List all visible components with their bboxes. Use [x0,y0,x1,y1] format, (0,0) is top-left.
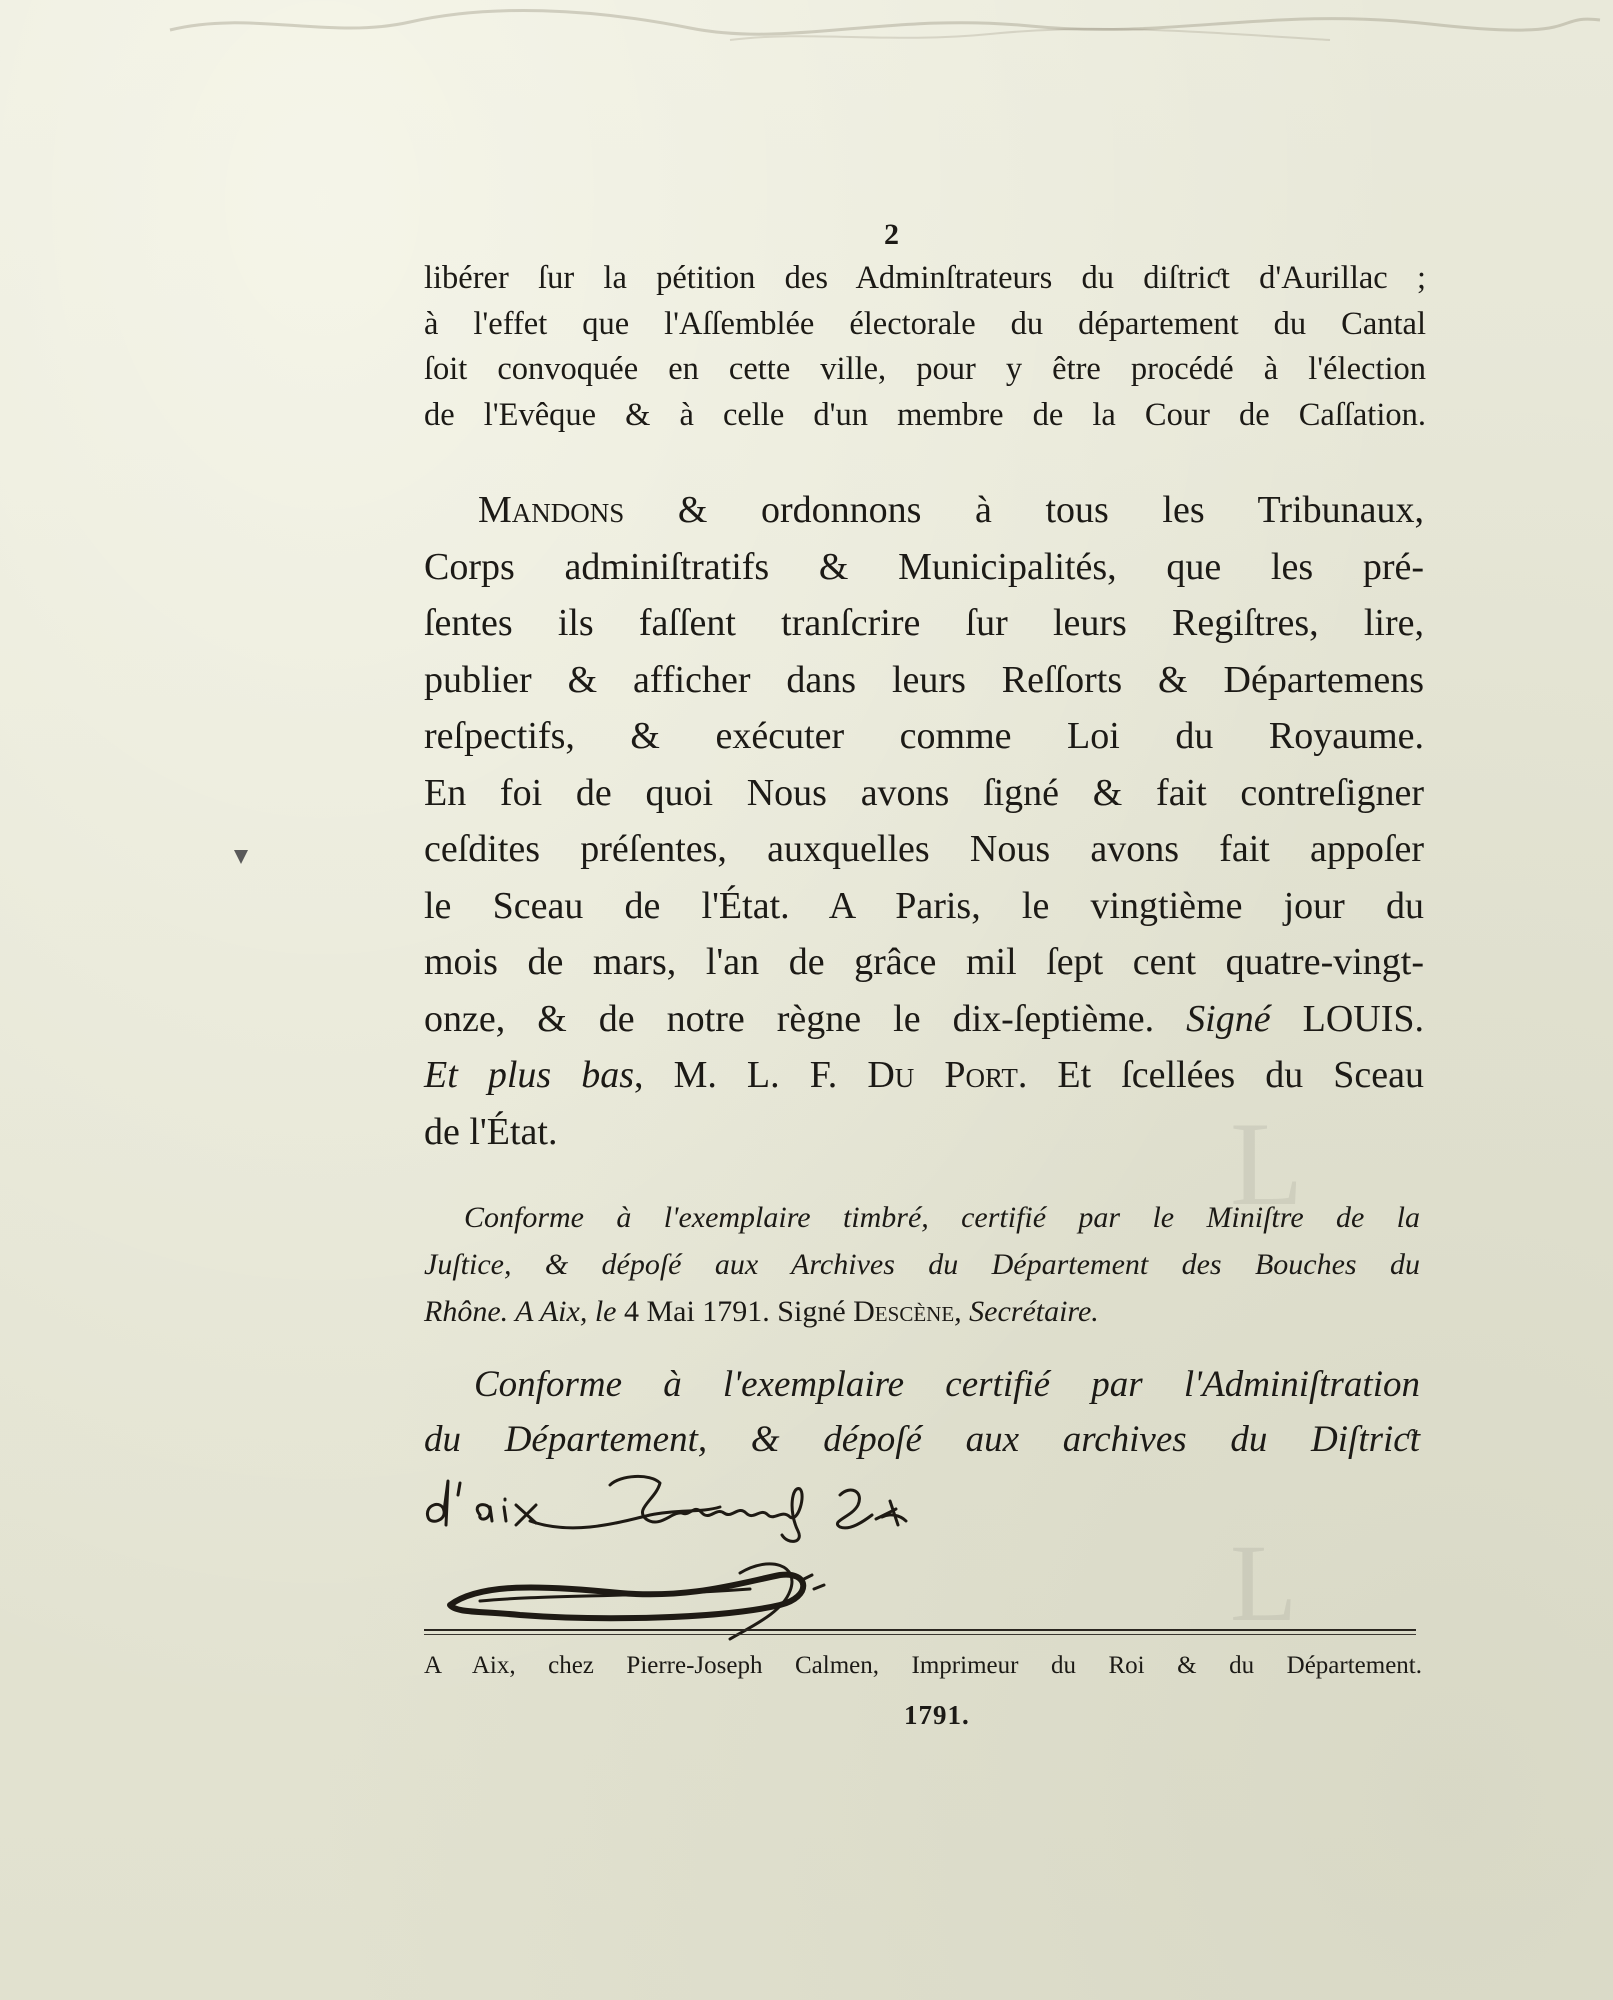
line-3-end: , Secrétaire. [954,1295,1099,1328]
minister-name: M. L. F. Du Port. [673,1054,1028,1096]
faint-handwriting-top [130,0,1610,50]
imprint-year: 1791. [904,1700,970,1730]
page-number: 2 [884,218,899,251]
printer-imprint: A Aix, chez Pierre-Joseph Calmen, Imprimeur du Roi & du Département. [424,1652,1422,1679]
paragraph-2 [424,482,1424,1160]
paragraph-1 [424,256,1426,438]
bleed-through-letter: L [1230,1522,1298,1644]
paragraph-3-line: Conforme à l'exemplaire timbré, certifié par le Miniſtre de la [464,1201,1420,1234]
paragraph-4 [424,1357,1420,1467]
paragraph-4-line: Conforme à l'exemplaire certifié par l'Adminiſtration [474,1364,1420,1405]
paragraph-2-line-1-rest: & ordonnons à tous les Tribunaux, [624,489,1424,531]
divider-rule [424,1629,1416,1631]
paragraph-4-line: du Département, & dépoſé aux archives du Diſtriƈt [424,1419,1420,1460]
paragraph-2-line: ſentes ils faſſent tranſcrire ſur leurs Regiſtres, lire, [424,602,1424,644]
paragraph-2-line: le Sceau de l'État. A Paris, le vingtième jour du [424,884,1424,927]
comma: , [634,1054,674,1096]
paragraph-2-line: de l'État. [424,1110,558,1153]
divider-rule-thin [424,1634,1416,1635]
paragraph-1-line: de l'Evêque & à celle d'un membre de la Cour de Caſſation. [424,396,1426,433]
paragraph-2-line: Corps adminiſtratifs & Municipalités, que les pré- [424,545,1424,588]
paragraph-2-line: reſpectifs, & exécuter comme Loi du Royaume. [424,715,1424,757]
paragraph-2-line [424,482,1424,539]
line-10-start: onze, & de notre règne le dix-ſeptième. [424,997,1187,1040]
paragraph-2-line: ceſdites préſentes, auxquelles Nous avons fait appoſer [424,828,1424,870]
paragraph-2-line: mois de mars, l'an de grâce mil ſept cent quatre-vingt- [424,941,1424,983]
paragraph-3-line [424,1288,1420,1335]
paragraph-3-line: Juſtice, & dépoſé aux Archives du Département des Bouches du [424,1248,1420,1281]
paragraph-3 [424,1194,1420,1335]
king-name: LOUIS. [1270,997,1424,1040]
paragraph-2-line [424,991,1424,1048]
line-3-date: 4 Mai 1791. Signé [623,1295,854,1328]
handwritten-signature [420,1455,1060,1655]
bleed-through-letter: L [1230,1097,1304,1230]
et-plus-bas: Et plus bas [424,1054,635,1096]
signe-word: Signé [1186,997,1271,1040]
line-11-end: Et ſcellées du Sceau [1027,1054,1424,1096]
line-3-italic: Rhône. A Aix, le [424,1295,624,1328]
paragraph-1-line: libérer ſur la pétition des Adminſtrateurs du diſtriƈt d'Aurillac ; [424,260,1426,296]
paragraph-1-line: à l'effet que l'Aſſemblée électorale du département du Cantal [424,305,1426,342]
paragraph-2-line: publier & afficher dans leurs Reſſorts & Départemens [424,658,1424,701]
pin-mark-icon [234,850,248,864]
paragraph-1-line: ſoit convoquée en cette ville, pour y être procédé à l'élection [424,351,1426,387]
paragraph-2-line: En foi de quoi Nous avons ſigné & fait contreſigner [424,771,1424,814]
secretary-name: Descène [853,1295,955,1328]
mandons-word: Mandons [478,489,625,531]
paragraph-2-line [424,1047,1424,1104]
